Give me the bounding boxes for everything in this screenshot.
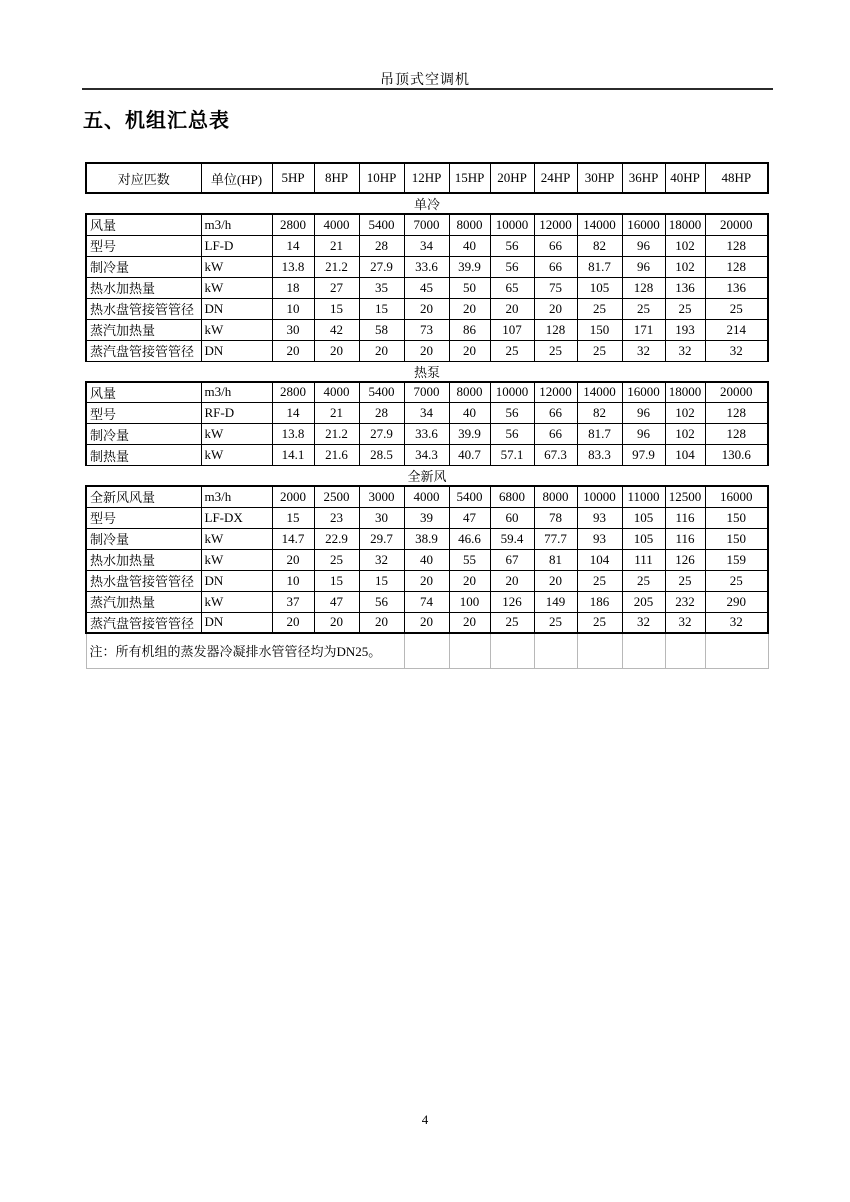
value-cell: 25 [490,612,534,633]
value-cell: 30 [272,319,314,340]
row-label-cell: 蒸汽盘管接管管径 [86,612,201,633]
value-cell: 25 [665,298,705,319]
table-row [86,340,768,361]
value-cell: 10000 [577,486,622,507]
value-cell: 16000 [622,214,665,235]
value-cell: 15 [314,570,359,591]
value-cell: 14000 [577,382,622,403]
value-cell: 40 [404,549,449,570]
column-header-hp: 15HP [449,163,490,193]
value-cell: 32 [359,549,404,570]
value-cell: 86 [449,319,490,340]
value-cell: 35 [359,277,404,298]
row-label-cell: 型号 [86,507,201,528]
value-cell: 39.9 [449,256,490,277]
value-cell: 23 [314,507,359,528]
doc-title: 五、机组汇总表 [83,110,230,132]
value-cell: 8000 [449,214,490,235]
row-label-cell: 蒸汽加热量 [86,591,201,612]
value-cell: 20 [534,570,577,591]
value-cell: 136 [705,277,768,298]
note-empty-cell [622,633,665,668]
unit-cell: RF-D [201,403,272,424]
value-cell: 25 [490,340,534,361]
value-cell: 128 [534,319,577,340]
value-cell: 34 [404,403,449,424]
value-cell: 83.3 [577,445,622,466]
value-cell: 20000 [705,214,768,235]
value-cell: 20 [449,570,490,591]
value-cell: 57.1 [490,445,534,466]
value-cell: 128 [622,277,665,298]
section-row [86,466,768,487]
value-cell: 46.6 [449,528,490,549]
unit-cell: DN [201,340,272,361]
value-cell: 33.6 [404,256,449,277]
value-cell: 193 [665,319,705,340]
value-cell: 8000 [534,486,577,507]
value-cell: 20 [404,340,449,361]
value-cell: 126 [665,549,705,570]
table-row [86,382,768,403]
unit-cell: LF-D [201,235,272,256]
value-cell: 4000 [404,486,449,507]
value-cell: 105 [622,528,665,549]
value-cell: 93 [577,507,622,528]
value-cell: 2800 [272,382,314,403]
value-cell: 2000 [272,486,314,507]
value-cell: 97.9 [622,445,665,466]
row-label-cell: 型号 [86,403,201,424]
value-cell: 12500 [665,486,705,507]
unit-cell: kW [201,424,272,445]
value-cell: 20 [490,570,534,591]
value-cell: 130.6 [705,445,768,466]
column-header-hp: 40HP [665,163,705,193]
value-cell: 10000 [490,214,534,235]
value-cell: 14 [272,235,314,256]
value-cell: 107 [490,319,534,340]
value-cell: 30 [359,507,404,528]
row-label-cell: 蒸汽加热量 [86,319,201,340]
section-row [86,361,768,382]
value-cell: 104 [577,549,622,570]
value-cell: 12000 [534,214,577,235]
value-cell: 66 [534,256,577,277]
value-cell: 25 [314,549,359,570]
row-label-cell: 风量 [86,382,201,403]
value-cell: 67 [490,549,534,570]
value-cell: 37 [272,591,314,612]
column-header-hp: 36HP [622,163,665,193]
unit-cell: m3/h [201,382,272,403]
column-header-hp: 8HP [314,163,359,193]
value-cell: 15 [272,507,314,528]
value-cell: 20 [404,570,449,591]
value-cell: 150 [705,507,768,528]
note-row [86,633,768,668]
value-cell: 20 [272,612,314,633]
unit-cell: m3/h [201,214,272,235]
row-label-cell: 制冷量 [86,256,201,277]
value-cell: 100 [449,591,490,612]
value-cell: 78 [534,507,577,528]
table-row [86,591,768,612]
value-cell: 13.8 [272,424,314,445]
row-label-cell: 制冷量 [86,424,201,445]
table-row [86,214,768,235]
column-header-hp: 30HP [577,163,622,193]
page-header-title: 吊顶式空调机 [380,73,470,88]
value-cell: 28 [359,403,404,424]
value-cell: 96 [622,235,665,256]
value-cell: 20 [359,340,404,361]
value-cell: 232 [665,591,705,612]
value-cell: 290 [705,591,768,612]
table-row [86,424,768,445]
value-cell: 6800 [490,486,534,507]
section-title: 单冷 [86,193,768,214]
table-row [86,256,768,277]
value-cell: 32 [665,340,705,361]
row-label-cell: 热水加热量 [86,277,201,298]
unit-cell: m3/h [201,486,272,507]
value-cell: 128 [705,235,768,256]
value-cell: 159 [705,549,768,570]
value-cell: 136 [665,277,705,298]
value-cell: 20 [272,549,314,570]
value-cell: 105 [577,277,622,298]
value-cell: 74 [404,591,449,612]
value-cell: 28 [359,235,404,256]
value-cell: 20 [314,612,359,633]
value-cell: 22.9 [314,528,359,549]
value-cell: 20000 [705,382,768,403]
value-cell: 16000 [705,486,768,507]
value-cell: 15 [359,298,404,319]
value-cell: 25 [622,570,665,591]
value-cell: 186 [577,591,622,612]
value-cell: 126 [490,591,534,612]
value-cell: 96 [622,424,665,445]
value-cell: 20 [314,340,359,361]
value-cell: 149 [534,591,577,612]
value-cell: 3000 [359,486,404,507]
value-cell: 33.6 [404,424,449,445]
table-row [86,277,768,298]
value-cell: 38.9 [404,528,449,549]
value-cell: 10 [272,570,314,591]
unit-cell: DN [201,570,272,591]
unit-cell: kW [201,319,272,340]
value-cell: 32 [705,340,768,361]
value-cell: 214 [705,319,768,340]
value-cell: 102 [665,256,705,277]
value-cell: 15 [314,298,359,319]
table-header-row [86,163,768,193]
value-cell: 2800 [272,214,314,235]
row-label-cell: 蒸汽盘管接管管径 [86,340,201,361]
value-cell: 28.5 [359,445,404,466]
value-cell: 116 [665,507,705,528]
value-cell: 67.3 [534,445,577,466]
value-cell: 14 [272,403,314,424]
value-cell: 20 [449,340,490,361]
value-cell: 96 [622,403,665,424]
value-cell: 104 [665,445,705,466]
value-cell: 128 [705,256,768,277]
value-cell: 66 [534,424,577,445]
value-cell: 15 [359,570,404,591]
value-cell: 16000 [622,382,665,403]
value-cell: 20 [404,298,449,319]
row-label-cell: 热水加热量 [86,549,201,570]
value-cell: 25 [577,298,622,319]
value-cell: 20 [534,298,577,319]
value-cell: 32 [705,612,768,633]
value-cell: 81.7 [577,256,622,277]
value-cell: 66 [534,235,577,256]
unit-cell: DN [201,298,272,319]
column-header-label: 对应匹数 [86,163,201,193]
value-cell: 32 [622,340,665,361]
value-cell: 21 [314,235,359,256]
value-cell: 40 [449,235,490,256]
value-cell: 56 [490,424,534,445]
value-cell: 27 [314,277,359,298]
column-header-hp: 10HP [359,163,404,193]
value-cell: 5400 [359,382,404,403]
value-cell: 56 [490,235,534,256]
value-cell: 60 [490,507,534,528]
value-cell: 32 [622,612,665,633]
table-row [86,486,768,507]
value-cell: 25 [622,298,665,319]
value-cell: 39.9 [449,424,490,445]
value-cell: 18000 [665,214,705,235]
value-cell: 73 [404,319,449,340]
value-cell: 14.7 [272,528,314,549]
value-cell: 32 [665,612,705,633]
value-cell: 47 [449,507,490,528]
value-cell: 4000 [314,382,359,403]
value-cell: 102 [665,424,705,445]
column-header-hp: 5HP [272,163,314,193]
value-cell: 75 [534,277,577,298]
table-row [86,403,768,424]
note-empty-cell [534,633,577,668]
value-cell: 21.2 [314,424,359,445]
row-label-cell: 制热量 [86,445,201,466]
table-row [86,528,768,549]
value-cell: 21.2 [314,256,359,277]
value-cell: 18000 [665,382,705,403]
value-cell: 34.3 [404,445,449,466]
value-cell: 10000 [490,382,534,403]
note-empty-cell [490,633,534,668]
value-cell: 25 [534,340,577,361]
value-cell: 96 [622,256,665,277]
table-row [86,570,768,591]
value-cell: 47 [314,591,359,612]
value-cell: 5400 [449,486,490,507]
unit-summary-table [85,162,769,669]
section-row [86,193,768,214]
table-row [86,445,768,466]
value-cell: 2500 [314,486,359,507]
section-title: 热泵 [86,361,768,382]
table-row [86,612,768,633]
value-cell: 25 [577,570,622,591]
unit-cell: DN [201,612,272,633]
value-cell: 128 [705,403,768,424]
value-cell: 27.9 [359,256,404,277]
value-cell: 11000 [622,486,665,507]
value-cell: 12000 [534,382,577,403]
value-cell: 14.1 [272,445,314,466]
column-header-unit: 单位(HP) [201,163,272,193]
value-cell: 13.8 [272,256,314,277]
header-rule-divider [82,88,773,90]
value-cell: 20 [359,612,404,633]
unit-cell: kW [201,591,272,612]
row-label-cell: 制冷量 [86,528,201,549]
value-cell: 205 [622,591,665,612]
value-cell: 20 [272,340,314,361]
value-cell: 81 [534,549,577,570]
value-cell: 10 [272,298,314,319]
value-cell: 105 [622,507,665,528]
value-cell: 25 [705,298,768,319]
row-label-cell: 热水盘管接管管径 [86,298,201,319]
table-row [86,549,768,570]
note-empty-cell [577,633,622,668]
note-empty-cell [665,633,705,668]
value-cell: 66 [534,403,577,424]
value-cell: 150 [577,319,622,340]
value-cell: 40.7 [449,445,490,466]
row-label-cell: 热水盘管接管管径 [86,570,201,591]
value-cell: 102 [665,235,705,256]
value-cell: 34 [404,235,449,256]
value-cell: 93 [577,528,622,549]
value-cell: 102 [665,403,705,424]
row-label-cell: 型号 [86,235,201,256]
unit-cell: kW [201,256,272,277]
note-text-cell: 注：所有机组的蒸发器冷凝排水管管径均为DN25。 [86,633,404,668]
unit-cell: kW [201,528,272,549]
column-header-hp: 24HP [534,163,577,193]
value-cell: 65 [490,277,534,298]
value-cell: 171 [622,319,665,340]
section-title: 全新风 [86,466,768,487]
value-cell: 82 [577,403,622,424]
value-cell: 7000 [404,382,449,403]
value-cell: 8000 [449,382,490,403]
page-number: 4 [421,1112,429,1127]
value-cell: 82 [577,235,622,256]
table-row [86,235,768,256]
table-row [86,298,768,319]
value-cell: 45 [404,277,449,298]
value-cell: 59.4 [490,528,534,549]
value-cell: 20 [449,298,490,319]
value-cell: 7000 [404,214,449,235]
value-cell: 42 [314,319,359,340]
column-header-hp: 12HP [404,163,449,193]
value-cell: 25 [577,340,622,361]
table-row [86,319,768,340]
value-cell: 20 [404,612,449,633]
column-header-hp: 20HP [490,163,534,193]
value-cell: 14000 [577,214,622,235]
value-cell: 25 [534,612,577,633]
note-empty-cell [404,633,449,668]
column-header-hp: 48HP [705,163,768,193]
unit-cell: LF-DX [201,507,272,528]
page-header [0,69,850,89]
value-cell: 81.7 [577,424,622,445]
value-cell: 25 [577,612,622,633]
value-cell: 18 [272,277,314,298]
unit-cell: kW [201,277,272,298]
value-cell: 116 [665,528,705,549]
value-cell: 25 [665,570,705,591]
value-cell: 29.7 [359,528,404,549]
note-empty-cell [705,633,768,668]
value-cell: 111 [622,549,665,570]
unit-cell: kW [201,549,272,570]
value-cell: 20 [490,298,534,319]
value-cell: 128 [705,424,768,445]
row-label-cell: 风量 [86,214,201,235]
value-cell: 50 [449,277,490,298]
row-label-cell: 全新风风量 [86,486,201,507]
value-cell: 21.6 [314,445,359,466]
value-cell: 39 [404,507,449,528]
value-cell: 21 [314,403,359,424]
value-cell: 55 [449,549,490,570]
value-cell: 27.9 [359,424,404,445]
value-cell: 25 [705,570,768,591]
unit-cell: kW [201,445,272,466]
value-cell: 4000 [314,214,359,235]
value-cell: 58 [359,319,404,340]
note-empty-cell [449,633,490,668]
value-cell: 56 [490,256,534,277]
value-cell: 150 [705,528,768,549]
value-cell: 5400 [359,214,404,235]
value-cell: 56 [359,591,404,612]
value-cell: 77.7 [534,528,577,549]
value-cell: 40 [449,403,490,424]
table-row [86,507,768,528]
value-cell: 56 [490,403,534,424]
value-cell: 20 [449,612,490,633]
